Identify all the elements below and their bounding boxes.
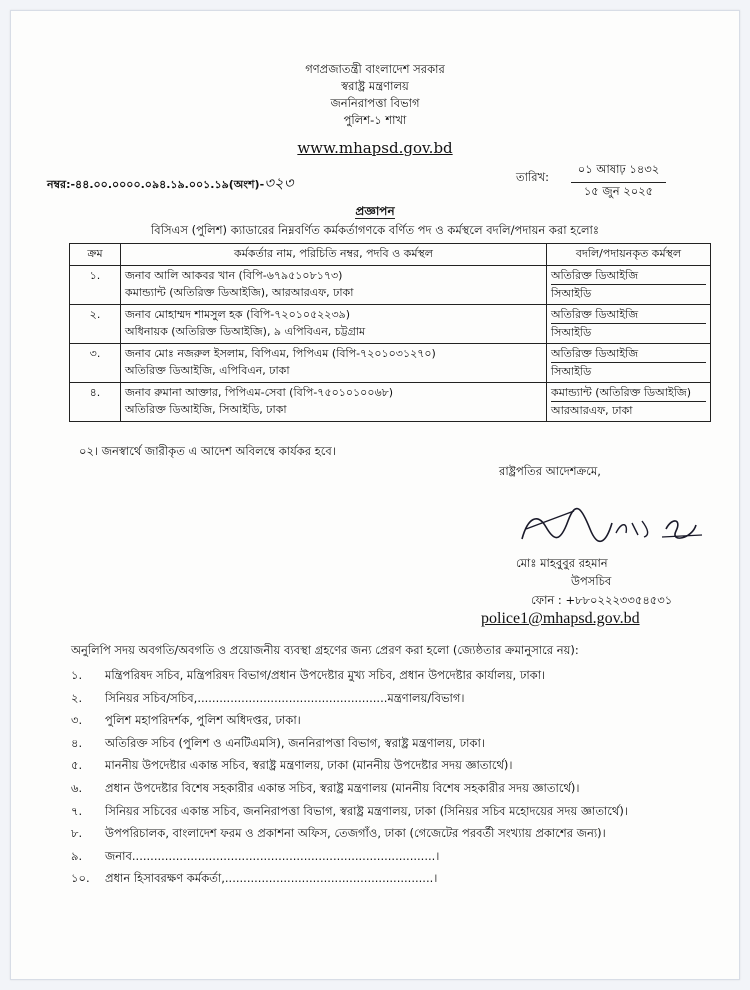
- list-item: ৬. প্রধান উপদেষ্টার বিশেষ সহকারীর একান্ত সচিব, স্বরাষ্ট্র মন্ত্রণালয় (মাননীয় বিশেষ সহকারীর সদয় জ্ঞাতার্থে)।: [71, 780, 580, 795]
- handwritten-signature: [516, 499, 706, 554]
- website-line: [11, 139, 739, 157]
- row-serial: ৩.: [70, 344, 121, 383]
- list-item: ৯. জনাব...................................................................................।: [71, 848, 440, 863]
- notice-title: প্রজ্ঞাপন: [355, 204, 395, 218]
- row-officer: জনাব মোঃ নজরুল ইসলাম, বিপিএম, পিপিএম (বিপি-৭২০১০৩১২৭০) অতিরিক্ত ডিআইজি, এপিবিএন, ঢাকা: [121, 344, 547, 383]
- division-name: জননিরাপত্তা বিভাগ: [330, 96, 420, 110]
- row-posting: অতিরিক্ত ডিআইজি সিআইডি: [547, 344, 711, 383]
- header-posting: বদলি/পদায়নকৃত কর্মস্থল: [547, 244, 711, 266]
- copy-list: [71, 666, 731, 892]
- row-officer: জনাব আলি আকবর খান (বিপি-৬৭৯৫১০৮১৭৩) কমান্ড্যান্ট (অতিরিক্ত ডিআইজি), আরআরএফ, ঢাকা: [121, 266, 547, 305]
- website-link[interactable]: www.mhapsd.gov.bd: [297, 139, 453, 157]
- branch-name: পুলিশ-১ শাখা: [343, 113, 407, 127]
- signatory-email[interactable]: police1@mhapsd.gov.bd: [481, 610, 640, 627]
- row-posting: অতিরিক্ত ডিআইজি সিআইডি: [547, 305, 711, 344]
- row-officer: জনাব মোহাম্মদ শামসুল হক (বিপি-৭২০১০৫২২৩৯) অধিনায়ক (অতিরিক্ত ডিআইজি), ৯ এপিবিএন, চট্টগ্রাম: [121, 305, 547, 344]
- list-item: ১. মন্ত্রিপরিষদ সচিব, মন্ত্রিপরিষদ বিভাগ/প্রধান উপদেষ্টার মুখ্য সচিব, প্রধান উপদেষ্টার কার্যালয়, ঢাকা।: [71, 668, 546, 682]
- row-posting: কমান্ড্যান্ট (অতিরিক্ত ডিআইজি) আরআরএফ, ঢাকা: [547, 383, 711, 422]
- list-item: ৫. মাননীয় উপদেষ্টার একান্ত সচিব, স্বরাষ্ট্র মন্ত্রণালয়, ঢাকা (মাননীয় উপদেষ্টার সদয় জ্ঞাতার্থে)।: [71, 758, 513, 773]
- table-header-row: [70, 244, 711, 266]
- table-row: [70, 383, 711, 422]
- letterhead: [11, 61, 739, 129]
- signatory-phone: ফোন : +৮৮০২২২৩৩৫৪৫৩১: [531, 593, 673, 607]
- transfer-table: [69, 243, 711, 422]
- table-row: [70, 344, 711, 383]
- row-posting: অতিরিক্ত ডিআইজি সিআইডি: [547, 266, 711, 305]
- copy-intro: অনুলিপি সদয় অবগতি/অবগতি ও প্রয়োজনীয় ব্যবস্থা গ্রহণের জন্য প্রেরণ করা হলো (জ্যেষ্ঠতার ক্রমানুসারে নয়):: [71, 643, 579, 657]
- memo-number: [47, 172, 293, 197]
- list-item: ২. সিনিয়র সচিব/সচিব,....................................................মন্ত্রণালয়/বিভাগ।: [71, 690, 465, 705]
- memo-number-handwritten: ৩২৩: [264, 174, 294, 192]
- list-item: ৪. অতিরিক্ত সচিব (পুলিশ ও এনটিএমসি), জননিরাপত্তা বিভাগ, স্বরাষ্ট্র মন্ত্রণালয়, ঢাকা।: [71, 735, 485, 750]
- date-label: তারিখ:: [516, 170, 550, 184]
- table-row: [70, 266, 711, 305]
- list-item: ১০. প্রধান হিসাবরক্ষণ কর্মকর্তা,.........................................................।: [71, 871, 438, 886]
- row-serial: ২.: [70, 305, 121, 344]
- header-serial: ক্রম: [70, 244, 121, 266]
- list-item: ৮. উপপরিচালক, বাংলাদেশ ফরম ও প্রকাশনা অফিস, তেজগাঁও, ঢাকা (গেজেটের পরবর্তী সংখ্যায় প্রকাশের জন্য)।: [71, 826, 606, 841]
- govt-name: গণপ্রজাতন্ত্রী বাংলাদেশ সরকার: [305, 62, 445, 76]
- row-serial: ৪.: [70, 383, 121, 422]
- table-row: [70, 305, 711, 344]
- effective-clause: ০২। জনস্বার্থে জারীকৃত এ আদেশ অবিলম্বে কার্যকর হবে।: [79, 444, 336, 458]
- signatory-designation: উপসচিব: [571, 574, 612, 588]
- list-item: ৩. পুলিশ মহাপরিদর্শক, পুলিশ অধিদপ্তর, ঢাকা।: [71, 713, 301, 728]
- memo-number-prefix: নম্বর:-৪৪.০০.০০০০.০৯৪.১৯.০০১.১৯(অংশ)-: [47, 178, 265, 191]
- list-item: ৭. সিনিয়র সচিবের একান্ত সচিব, জননিরাপত্তা বিভাগ, স্বরাষ্ট্র মন্ত্রণালয়, ঢাকা (সিনিয়র সচিব মহোদয়ের সদয় জ্ঞাতার্থে)।: [71, 803, 628, 818]
- document-page: [10, 10, 740, 980]
- notice-intro: বিসিএস (পুলিশ) ক্যাডারের নিম্নবর্ণিত কর্মকর্তাগণকে বর্ণিত পদ ও কর্মস্থলে বদলি/পদায়ন করা হলোঃ: [151, 223, 599, 237]
- row-officer: জনাব রুমানা আক্তার, পিপিএম-সেবা (বিপি-৭৫০১০১০০৬৮) অতিরিক্ত ডিআইজি, সিআইডি, ঢাকা: [121, 383, 547, 422]
- president-order-line: রাষ্ট্রপতির আদেশক্রমে,: [499, 464, 601, 478]
- date-bangla: ০১ আষাঢ় ১৪৩২: [571, 161, 666, 183]
- date-gregorian: ১৫ জুন ২০২৫: [583, 184, 654, 198]
- signatory-name: মোঃ মাহবুবুর রহমান: [516, 556, 608, 570]
- row-serial: ১.: [70, 266, 121, 305]
- header-officer: কর্মকর্তার নাম, পরিচিতি নম্বর, পদবি ও কর্মস্থল: [121, 244, 547, 266]
- ministry-name: স্বরাষ্ট্র মন্ত্রণালয়: [341, 79, 409, 93]
